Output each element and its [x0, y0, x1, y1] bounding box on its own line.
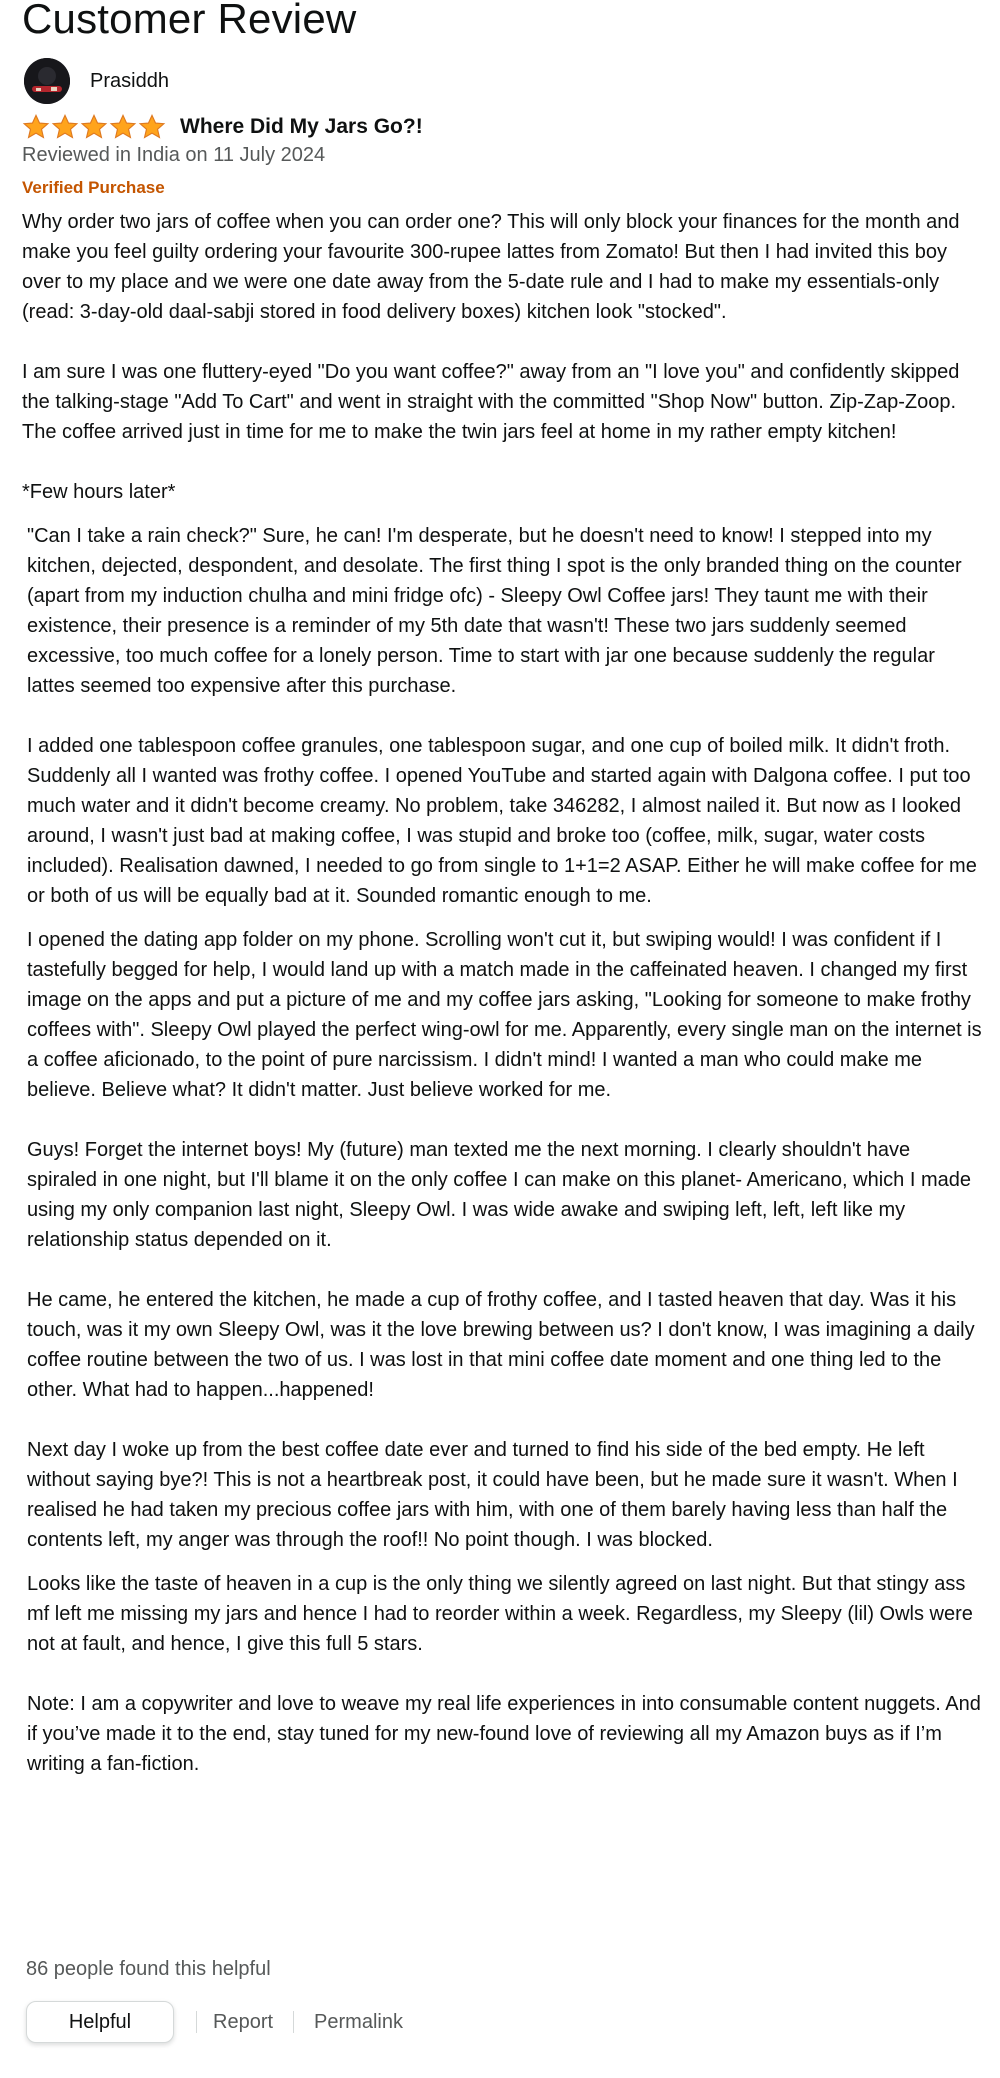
review-paragraph: I added one tablespoon coffee granules, one tablespoon sugar, and one cup of boiled milk. It didn't froth. Suddenly all I wanted was frothy coffee. I opened YouTube and started again with Dalgona coffee. I put too much water and it didn't become creamy. No problem, take 346282, I almost nailed it. But now as I looked around, I wasn't just bad at making coffee, I was stupid and broke too (coffee, milk, sugar, water costs included). Realisation dawned, I needed to go from single to 1+1=2 ASAP. Either he will make coffee for me or both of us will be equally bad at it. Sounded romantic enough to me. [27, 735, 977, 907]
page-title: Customer Review [22, 0, 357, 42]
review-paragraph: Why order two jars of coffee when you can order one? This will only block your finances for the month and make you feel guilty ordering your favourite 300-rupee lattes from Zomato! But then I had invited this boy over to my place and we were one date away from the 5-date rule and I had to make my essentials-only (read: 3-day-old daal-sabji stored in food delivery boxes) kitchen look "stocked". [22, 211, 960, 323]
avatar[interactable] [24, 58, 70, 104]
helpful-count: 86 people found this helpful [26, 1958, 271, 1980]
author-name[interactable]: Prasiddh [90, 69, 169, 92]
star-icon [51, 114, 79, 140]
review-paragraph: Looks like the taste of heaven in a cup is the only thing we silently agreed on last night. But that stingy ass mf left me missing my jars and hence I had to reorder within a week. Regardless, my Sleepy (lil) Owls were not at fault, and hence, I give this full 5 stars. [27, 1573, 973, 1655]
star-icon [80, 114, 108, 140]
permalink-link[interactable]: Permalink [314, 2010, 403, 2033]
rating-row [22, 114, 423, 140]
star-icon [109, 114, 137, 140]
review-paragraph: I am sure I was one fluttery-eyed "Do you want coffee?" away from an "I love you" and confidently skipped the talking-stage "Add To Cart" and went in straight with the committed "Shop Now" button. Zip-Zap-Zoop. The coffee arrived just in time for me to make the twin jars feel at home in my rather empty kitchen! [22, 361, 960, 443]
report-link[interactable]: Report [213, 2010, 274, 2033]
review-paragraph: He came, he entered the kitchen, he made a cup of frothy coffee, and I tasted heaven that day. Was it his touch, was it my own Sleepy Owl, was it the love brewing between us? I don't know, I was imagining a daily coffee routine between the two of us. I was lost in that mini coffee date moment and one thing led to the other. What had to happen...happened! [27, 1289, 975, 1401]
review-paragraph: Note: I am a copywriter and love to weave my real life experiences in into consumable content nuggets. And if you’ve made it to the end, stay tuned for my new-found love of reviewing all my Amazon buys as if I’m writing a fan-fiction. [27, 1693, 981, 1775]
review-paragraph: Guys! Forget the internet boys! My (future) man texted me the next morning. I clearly shouldn't have spiraled in one night, but I'll blame it on the only coffee I can make on this planet- Americano, which I made using my only companion last night, Sleepy Owl. I was wide awake and swiping left, left, left like my relationship status depended on it. [27, 1139, 971, 1251]
star-icon [138, 114, 166, 140]
review-date: Reviewed in India on 11 July 2024 [22, 144, 326, 166]
review-paragraph: I opened the dating app folder on my phone. Scrolling won't cut it, but swiping would! I was confident if I tastefully begged for help, I would land up with a match made in the caffeinated heaven. I changed my first image on the apps and put a picture of me and my coffee jars asking, "Looking for someone to make frothy coffees with". Sleepy Owl played the perfect wing-owl for me. Apparently, every single man on the internet is a coffee aficionado, to the point of pure narcissism. I didn't mind! I wanted a man who could make me believe. Believe what? It didn't matter. Just believe worked for me. [27, 929, 982, 1101]
divider [196, 2011, 197, 2033]
helpful-button[interactable]: Helpful [26, 2001, 174, 2043]
review-actions [26, 2001, 403, 2043]
review-title: Where Did My Jars Go?! [180, 115, 423, 138]
verified-purchase-badge: Verified Purchase [22, 178, 165, 197]
review-paragraph: *Few hours later* [22, 481, 176, 503]
divider [293, 2011, 294, 2033]
review-paragraph: Next day I woke up from the best coffee date ever and turned to find his side of the bed empty. He left without saying bye?! This is not a heartbreak post, it could have been, but he made sure it wasn't. When I realised he had taken my precious coffee jars with him, with one of them barely having less than half the contents left, my anger was through the roof!! No point though. I was blocked. [27, 1439, 958, 1551]
star-rating[interactable] [22, 114, 166, 140]
review-author[interactable] [24, 58, 169, 104]
review-body [22, 207, 982, 1809]
review-paragraph: "Can I take a rain check?" Sure, he can! I'm desperate, but he doesn't need to know! I stepped into my kitchen, dejected, despondent, and desolate. The first thing I spot is the only branded thing on the counter (apart from my induction chulha and mini fridge ofc) - Sleepy Owl Coffee jars! They taunt me with their existence, their presence is a reminder of my 5th date that wasn't! These two jars suddenly seemed excessive, too much coffee for a lonely person. Time to start with jar one because suddenly the regular lattes seemed too expensive after this purchase. [27, 525, 962, 697]
star-icon [22, 114, 50, 140]
